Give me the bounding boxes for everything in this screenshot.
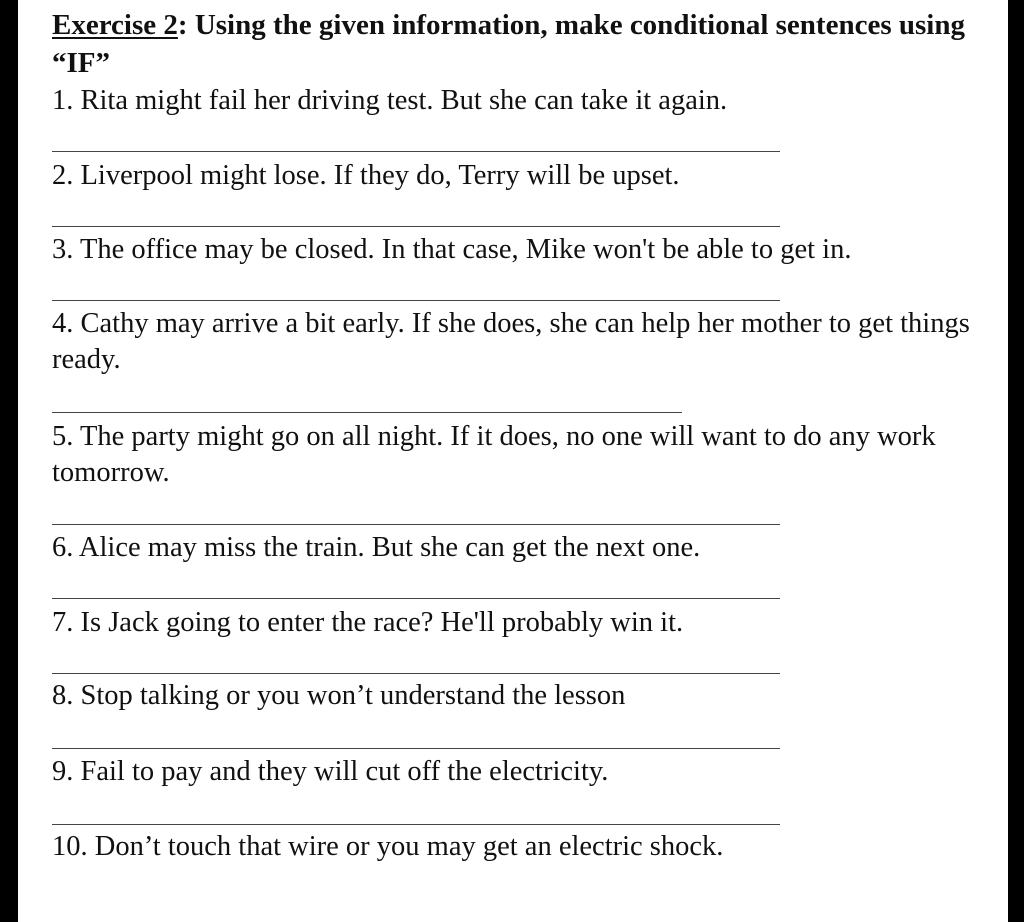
exercise-item-5: 5. The party might go on all night. If it does, no one will want to do any work tomorrow.	[52, 421, 936, 488]
exercise-item-3: 3. The office may be closed. In that case, Mike won't be able to get in.	[52, 234, 852, 265]
exercise-item-2: 2. Liverpool might lose. If they do, Terry will be upset.	[52, 160, 680, 191]
exercise-title: : Using the given information, make conditional sentences using “IF”	[52, 9, 965, 79]
answer-line-3[interactable]	[52, 300, 780, 301]
exercise-item-8: 8. Stop talking or you won’t understand the lesson	[52, 680, 626, 711]
exercise-heading	[52, 6, 1002, 82]
answer-line-8[interactable]	[52, 748, 780, 749]
exercise-item-6: 6. Alice may miss the train. But she can get the next one.	[52, 532, 701, 563]
answer-line-2[interactable]	[52, 226, 780, 227]
answer-line-5[interactable]	[52, 524, 780, 525]
answer-line-7[interactable]	[52, 673, 780, 674]
worksheet-page	[18, 0, 1008, 922]
exercise-item-4: 4. Cathy may arrive a bit early. If she does, she can help her mother to get things ready.	[52, 308, 970, 375]
exercise-item-1: 1. Rita might fail her driving test. But she can take it again.	[52, 85, 728, 116]
answer-line-9[interactable]	[52, 824, 780, 825]
answer-line-4[interactable]	[52, 412, 682, 413]
answer-line-6[interactable]	[52, 598, 780, 599]
exercise-item-7: 7. Is Jack going to enter the race? He'll probably win it.	[52, 607, 684, 638]
exercise-label: Exercise 2	[52, 9, 178, 41]
cropped-previous-line	[18, 0, 1008, 4]
exercise-item-9: 9. Fail to pay and they will cut off the electricity.	[52, 756, 609, 787]
exercise-item-10: 10. Don’t touch that wire or you may get an electric shock.	[52, 831, 724, 862]
answer-line-1[interactable]	[52, 151, 780, 152]
